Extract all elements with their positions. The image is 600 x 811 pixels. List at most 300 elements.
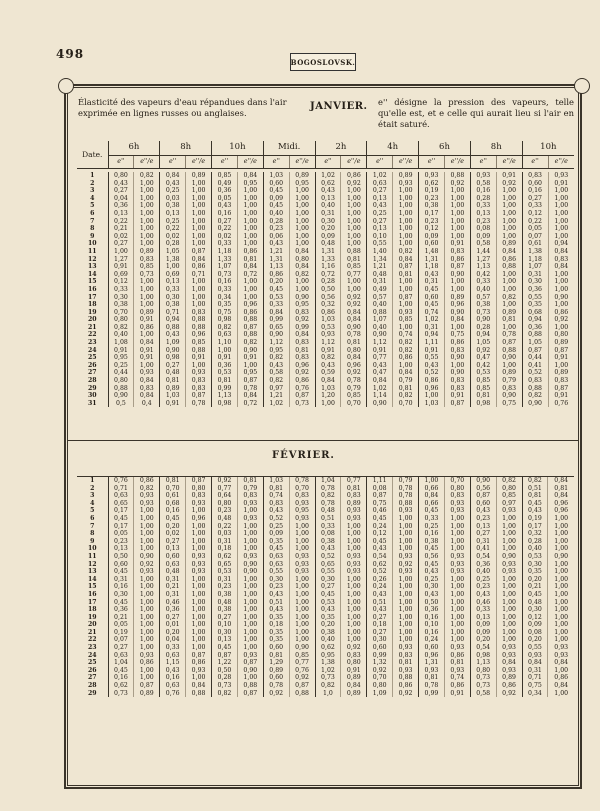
pressure-cell: 0,36 xyxy=(470,561,496,569)
ratio-cell: 1,00 xyxy=(134,286,160,294)
pressure-cell: 0,58 xyxy=(470,180,496,188)
ratio-cell: 0,83 xyxy=(444,492,470,500)
pressure-cell: 1,40 xyxy=(367,248,393,256)
pressure-cell: 0,92 xyxy=(470,347,496,355)
ratio-cell: 1,00 xyxy=(134,507,160,515)
ratio-cell: 0,84 xyxy=(237,172,263,180)
ratio-cell: 1,00 xyxy=(134,218,160,226)
pressure-cell: 0,55 xyxy=(419,354,445,362)
pressure-cell: 0,63 xyxy=(367,180,393,188)
pressure-cell: 0,48 xyxy=(212,599,238,607)
ratio-cell: 1,00 xyxy=(444,324,470,332)
hour-header: 8h xyxy=(470,141,522,156)
pressure-cell: 0,35 xyxy=(263,614,289,622)
pressure-cell: 0,45 xyxy=(419,507,445,515)
pressure-cell: 0,99 xyxy=(212,385,238,393)
pressure-cell: 0,90 xyxy=(263,331,289,339)
ratio-cell: 1,00 xyxy=(186,225,212,233)
pressure-cell: 0,55 xyxy=(263,568,289,576)
ratio-cell: 0,89 xyxy=(341,690,367,698)
pressure-cell: 0,24 xyxy=(419,636,445,644)
pressure-cell: 0,50 xyxy=(108,553,134,561)
pressure-cell: 0,81 xyxy=(263,652,289,660)
ratio-cell: 1,00 xyxy=(548,576,574,584)
ratio-cell: 0,72 xyxy=(237,271,263,279)
ratio-cell: 0,89 xyxy=(496,369,522,377)
ratio-cell: 1,00 xyxy=(237,621,263,629)
table-row xyxy=(77,553,574,561)
pressure-cell: 0,68 xyxy=(522,309,548,317)
ratio-cell: 1,00 xyxy=(289,576,315,584)
pressure-cell: 0,38 xyxy=(315,629,341,637)
ratio-cell: 0,92 xyxy=(548,316,574,324)
pressure-cell: 1,00 xyxy=(419,392,445,400)
pressure-cell: 0,38 xyxy=(212,591,238,599)
pressure-cell: 0,38 xyxy=(470,301,496,309)
pressure-cell: 1,03 xyxy=(160,392,186,400)
ratio-cell: 0,78 xyxy=(186,400,212,408)
pressure-cell: 0,31 xyxy=(419,278,445,286)
table-row xyxy=(77,530,574,538)
ratio-cell: 1,00 xyxy=(341,629,367,637)
pressure-cell: 0,32 xyxy=(315,301,341,309)
ratio-cell: 1,00 xyxy=(548,599,574,607)
pressure-cell: 0,53 xyxy=(522,553,548,561)
ratio-cell: 1,00 xyxy=(393,362,419,370)
ratio-cell: 1,00 xyxy=(496,583,522,591)
intro-left-text: Élasticité des vapeurs d'eau répandues dans l'air exprimée en lignes russes ou anglaises. xyxy=(78,97,287,118)
table-row xyxy=(77,354,574,362)
pressure-cell: 0,38 xyxy=(419,538,445,546)
ratio-cell: 0,85 xyxy=(393,316,419,324)
ratio-cell: 1,00 xyxy=(341,538,367,546)
ratio-cell: 0,88 xyxy=(237,331,263,339)
ratio-cell: 1,00 xyxy=(186,545,212,553)
pressure-cell: 0,33 xyxy=(470,202,496,210)
day-cell: 22 xyxy=(87,636,97,644)
ratio-cell: 1,00 xyxy=(341,187,367,195)
corner-ornament-icon xyxy=(58,78,74,94)
ratio-cell: 0,88 xyxy=(496,263,522,271)
pressure-cell: 1,38 xyxy=(160,256,186,264)
ratio-cell: 1,00 xyxy=(289,583,315,591)
ratio-cell: 1,00 xyxy=(186,240,212,248)
pressure-cell: 0,30 xyxy=(263,576,289,584)
pressure-cell: 0,90 xyxy=(522,400,548,408)
ratio-cell: 1,00 xyxy=(341,523,367,531)
day-cell: 18 xyxy=(87,606,97,614)
ratio-cell: 1,00 xyxy=(548,591,574,599)
ratio-cell: 0,90 xyxy=(496,553,522,561)
pressure-cell: 0,74 xyxy=(419,309,445,317)
pressure-cell: 0,66 xyxy=(419,485,445,493)
ratio-cell: 0,96 xyxy=(341,362,367,370)
pressure-cell: 0,43 xyxy=(263,362,289,370)
ratio-cell: 0,84 xyxy=(341,682,367,690)
pressure-cell: 0,19 xyxy=(108,629,134,637)
pressure-cell: 0,31 xyxy=(108,576,134,584)
pressure-cell: 0,17 xyxy=(419,210,445,218)
ratio-cell: 0,90 xyxy=(548,553,574,561)
pressure-cell: 0,35 xyxy=(263,629,289,637)
ratio-cell: 0,93 xyxy=(134,369,160,377)
pressure-cell: 0,10 xyxy=(212,621,238,629)
ratio-cell: 1,00 xyxy=(237,614,263,622)
day-cell: 27 xyxy=(87,674,97,682)
pressure-cell: 0,42 xyxy=(470,362,496,370)
ratio-cell: 0,93 xyxy=(341,515,367,523)
ratio-cell: 1,00 xyxy=(496,210,522,218)
pressure-cell: 0,54 xyxy=(470,644,496,652)
pressure-cell: 0,23 xyxy=(212,583,238,591)
ratio-cell: 0,93 xyxy=(186,667,212,675)
pressure-cell: 0,31 xyxy=(212,538,238,546)
day-cell: 19 xyxy=(87,613,97,621)
pressure-cell: 0,50 xyxy=(315,286,341,294)
ratio-cell: 0,93 xyxy=(289,500,315,508)
ratio-cell: 1,00 xyxy=(341,210,367,218)
pressure-cell: 0,16 xyxy=(160,507,186,515)
ratio-cell: 0,93 xyxy=(496,568,522,576)
ratio-cell: 0,85 xyxy=(341,263,367,271)
pressure-cell: 0,35 xyxy=(212,301,238,309)
intro-right-text: e'' désigne la pression des vapeurs, telle qu'elle est, et e celle qui aurait lieu si l'air en était saturé. xyxy=(378,97,574,129)
ratio-cell: 0,78 xyxy=(393,492,419,500)
day-cell: 10 xyxy=(87,545,97,553)
pressure-cell: 0,21 xyxy=(108,225,134,233)
pressure-cell: 0,80 xyxy=(108,377,134,385)
pressure-cell: 0,32 xyxy=(522,530,548,538)
ratio-header: e''/e xyxy=(289,156,315,169)
ratio-cell: 1,00 xyxy=(496,530,522,538)
pressure-cell: 0,21 xyxy=(160,583,186,591)
pressure-cell: 0,80 xyxy=(470,667,496,675)
ratio-cell: 1,00 xyxy=(237,362,263,370)
pressure-cell: 0,71 xyxy=(522,674,548,682)
pressure-cell: 0,70 xyxy=(160,485,186,493)
pressure-cell: 0,25 xyxy=(160,187,186,195)
ratio-cell: 1,00 xyxy=(341,583,367,591)
ratio-cell: 0,86 xyxy=(548,309,574,317)
pressure-cell: 0,84 xyxy=(315,377,341,385)
ratio-cell: 0,87 xyxy=(237,377,263,385)
pressure-cell: 1,02 xyxy=(419,316,445,324)
pressure-cell: 0,09 xyxy=(470,621,496,629)
pressure-cell: 0,09 xyxy=(315,233,341,241)
ratio-cell: 0,93 xyxy=(548,644,574,652)
ratio-cell: 0,93 xyxy=(444,553,470,561)
ratio-cell: 1,00 xyxy=(444,362,470,370)
ratio-cell: 1,00 xyxy=(548,538,574,546)
ratio-cell: 1,00 xyxy=(496,614,522,622)
pressure-cell: 0,27 xyxy=(212,218,238,226)
ratio-cell: 0,93 xyxy=(237,500,263,508)
ratio-cell: 1,00 xyxy=(237,278,263,286)
ratio-cell: 1,00 xyxy=(496,286,522,294)
ratio-cell: 0,93 xyxy=(444,561,470,569)
ratio-cell: 0,70 xyxy=(444,477,470,485)
ratio-cell: 0,91 xyxy=(134,316,160,324)
pressure-cell: 0,5 xyxy=(108,400,134,408)
pressure-cell: 0,43 xyxy=(315,545,341,553)
ratio-cell: 0,91 xyxy=(134,354,160,362)
pressure-cell: 0,61 xyxy=(522,240,548,248)
ratio-cell: 1,00 xyxy=(134,629,160,637)
ratio-cell: 1,00 xyxy=(393,606,419,614)
ratio-cell: 0,92 xyxy=(444,180,470,188)
ratio-cell: 1,00 xyxy=(237,629,263,637)
pressure-cell: 0,33 xyxy=(522,202,548,210)
ratio-cell: 0,89 xyxy=(548,369,574,377)
pressure-cell: 0,64 xyxy=(212,492,238,500)
ratio-cell: 1,00 xyxy=(496,636,522,644)
pressure-cell: 0,28 xyxy=(212,674,238,682)
ratio-cell: 0,86 xyxy=(237,309,263,317)
ratio-cell: 1,00 xyxy=(393,523,419,531)
day-cell: 20 xyxy=(87,621,97,629)
ratio-cell: 0,70 xyxy=(289,485,315,493)
ratio-cell: 1,00 xyxy=(186,576,212,584)
pressure-cell: 0,38 xyxy=(108,301,134,309)
ratio-cell: 0,81 xyxy=(496,316,522,324)
ratio-cell: 1,00 xyxy=(289,225,315,233)
ratio-cell: 0,90 xyxy=(134,553,160,561)
pressure-cell: 1,13 xyxy=(470,659,496,667)
ratio-cell: 1,00 xyxy=(134,362,160,370)
ratio-cell: 1,00 xyxy=(393,195,419,203)
table-row xyxy=(77,225,574,233)
pressure-cell: 0,27 xyxy=(108,187,134,195)
pressure-cell: 0,58 xyxy=(470,240,496,248)
pressure-cell: 0,75 xyxy=(367,500,393,508)
ratio-cell: 1,00 xyxy=(186,614,212,622)
ratio-cell: 0,87 xyxy=(237,690,263,698)
hour-header: 6h xyxy=(108,141,160,156)
pressure-cell: 1,38 xyxy=(315,659,341,667)
pressure-cell: 0,13 xyxy=(470,523,496,531)
pressure-cell: 0,45 xyxy=(263,286,289,294)
ratio-cell: 0,90 xyxy=(289,294,315,302)
day-cell: 20 xyxy=(87,316,97,324)
pressure-cell: 1,34 xyxy=(367,256,393,264)
pressure-cell: 0,78 xyxy=(315,500,341,508)
pressure-cell: 0,48 xyxy=(315,240,341,248)
ratio-cell: 0,93 xyxy=(289,553,315,561)
pressure-cell: 0,55 xyxy=(367,240,393,248)
table-row xyxy=(77,606,574,614)
pressure-cell: 0,53 xyxy=(212,369,238,377)
pressure-cell: 1,20 xyxy=(315,392,341,400)
table-row xyxy=(77,614,574,622)
ratio-cell: 0,84 xyxy=(341,354,367,362)
pressure-cell: 0,52 xyxy=(315,553,341,561)
ratio-cell: 1,00 xyxy=(444,614,470,622)
pressure-cell: 0,43 xyxy=(419,568,445,576)
ratio-cell: 0,84 xyxy=(237,263,263,271)
pressure-cell: 0,62 xyxy=(367,561,393,569)
ratio-cell: 1,00 xyxy=(444,636,470,644)
pressure-cell: 0,43 xyxy=(419,271,445,279)
pressure-cell: 0,71 xyxy=(160,309,186,317)
pressure-cell: 0,65 xyxy=(315,561,341,569)
day-cell: 21 xyxy=(87,323,97,331)
pressure-cell: 0,02 xyxy=(160,530,186,538)
day-cell: 26 xyxy=(87,361,97,369)
ratio-cell: 1,00 xyxy=(393,218,419,226)
pressure-cell: 0,36 xyxy=(108,606,134,614)
pressure-cell: 0,62 xyxy=(315,180,341,188)
pressure-cell: 0,03 xyxy=(212,530,238,538)
pressure-cell: 1,02 xyxy=(367,385,393,393)
day-cell: 11 xyxy=(87,247,97,255)
pressure-cell: 0,27 xyxy=(160,614,186,622)
ratio-cell: 0,88 xyxy=(341,248,367,256)
ratio-cell: 1,00 xyxy=(134,233,160,241)
pressure-cell: 0,30 xyxy=(160,294,186,302)
pressure-cell: 0,56 xyxy=(419,553,445,561)
pressure-cell: 0,02 xyxy=(212,233,238,241)
month-title-february: FÉVRIER. xyxy=(272,450,335,461)
pressure-cell: 0,95 xyxy=(315,652,341,660)
ratio-cell: 1,00 xyxy=(393,225,419,233)
ratio-cell: 0,87 xyxy=(444,400,470,408)
pressure-cell: 1,32 xyxy=(367,659,393,667)
ratio-cell: 0,92 xyxy=(341,294,367,302)
ratio-cell: 0,82 xyxy=(237,339,263,347)
pressure-cell: 1,21 xyxy=(263,392,289,400)
pressure-cell: 0,45 xyxy=(108,599,134,607)
pressure-cell: 0,81 xyxy=(212,377,238,385)
pressure-cell: 0,88 xyxy=(522,331,548,339)
ratio-cell: 1,00 xyxy=(237,187,263,195)
pressure-cell: 0,31 xyxy=(470,538,496,546)
pressure-cell: 0,20 xyxy=(522,636,548,644)
pressure-cell: 0,13 xyxy=(160,545,186,553)
ratio-cell: 1,00 xyxy=(289,636,315,644)
ratio-cell: 1,00 xyxy=(289,218,315,226)
pressure-cell: 0,36 xyxy=(419,606,445,614)
pressure-cell: 0,43 xyxy=(263,240,289,248)
ratio-cell: 0,87 xyxy=(289,392,315,400)
pressure-cell: 0,28 xyxy=(470,324,496,332)
pressure-cell: 0,34 xyxy=(522,690,548,698)
pressure-cell: 0,84 xyxy=(367,377,393,385)
ratio-cell: 0,93 xyxy=(393,644,419,652)
pressure-cell: 0,48 xyxy=(212,515,238,523)
pressure-cell: 0,45 xyxy=(108,568,134,576)
ratio-cell: 0,93 xyxy=(341,561,367,569)
ratio-cell: 1,00 xyxy=(548,225,574,233)
ratio-cell: 1,00 xyxy=(548,545,574,553)
pressure-cell: 0,27 xyxy=(160,538,186,546)
pressure-cell: 1,11 xyxy=(367,477,393,485)
table-row xyxy=(77,667,574,675)
pressure-cell: 0,91 xyxy=(419,347,445,355)
ratio-cell: 0,86 xyxy=(186,263,212,271)
pressure-cell: 0,87 xyxy=(522,347,548,355)
ratio-cell: 0,92 xyxy=(341,369,367,377)
pressure-cell: 0,81 xyxy=(160,477,186,485)
pressure-cell: 0,87 xyxy=(212,652,238,660)
pressure-cell: 0,30 xyxy=(315,218,341,226)
ratio-cell: 0,86 xyxy=(496,256,522,264)
ratio-cell: 1,00 xyxy=(289,240,315,248)
ratio-cell: 0,96 xyxy=(237,301,263,309)
ratio-cell: 1,00 xyxy=(186,210,212,218)
day-cell: 29 xyxy=(87,689,97,697)
table-row xyxy=(77,515,574,523)
ratio-cell: 0,88 xyxy=(186,690,212,698)
ratio-cell: 1,00 xyxy=(289,545,315,553)
ratio-cell: 0,86 xyxy=(444,339,470,347)
pressure-cell: 0,60 xyxy=(470,500,496,508)
day-cell: 8 xyxy=(90,530,95,538)
pressure-cell: 0,93 xyxy=(470,172,496,180)
pressure-cell: 1,22 xyxy=(212,659,238,667)
ratio-cell: 0,83 xyxy=(496,385,522,393)
ratio-header: e''/e xyxy=(237,156,263,169)
ratio-cell: 0,91 xyxy=(444,240,470,248)
pressure-cell: 1,04 xyxy=(315,477,341,485)
pressure-cell: 1,00 xyxy=(315,400,341,408)
ratio-cell: 1,00 xyxy=(237,636,263,644)
ratio-cell: 1,00 xyxy=(289,538,315,546)
pressure-cell: 0,84 xyxy=(419,492,445,500)
pressure-cell: 1,03 xyxy=(263,172,289,180)
pressure-cell: 0,25 xyxy=(470,576,496,584)
pressure-cell: 0,27 xyxy=(367,614,393,622)
pressure-cell: 0,31 xyxy=(522,667,548,675)
ratio-cell: 1,00 xyxy=(186,591,212,599)
pressure-cell: 0,86 xyxy=(315,309,341,317)
ratio-cell: 1,00 xyxy=(548,523,574,531)
day-cell: 3 xyxy=(90,187,95,195)
ratio-cell: 0,83 xyxy=(444,377,470,385)
hour-header: 10h xyxy=(522,141,574,156)
ratio-cell: 1,00 xyxy=(548,195,574,203)
pressure-cell: 0,48 xyxy=(160,568,186,576)
pressure-cell: 0,16 xyxy=(160,674,186,682)
pressure-cell: 1,03 xyxy=(315,316,341,324)
pressure-cell: 0,45 xyxy=(367,515,393,523)
pressure-cell: 1,12 xyxy=(315,339,341,347)
ratio-cell: 1,00 xyxy=(341,195,367,203)
day-cell: 25 xyxy=(87,354,97,362)
pressure-cell: 0,42 xyxy=(470,271,496,279)
ratio-cell: 1,00 xyxy=(186,674,212,682)
ratio-cell: 1,00 xyxy=(444,530,470,538)
pressure-cell: 0,22 xyxy=(160,225,186,233)
table-row xyxy=(77,674,574,682)
ratio-cell: 1,00 xyxy=(548,362,574,370)
pressure-cell: 0,44 xyxy=(108,369,134,377)
ratio-cell: 1,00 xyxy=(393,545,419,553)
table-row xyxy=(77,256,574,264)
ratio-cell: 0,78 xyxy=(393,485,419,493)
pressure-cell: 0,33 xyxy=(212,240,238,248)
pressure-header: e'' xyxy=(367,156,393,169)
ratio-cell: 1,00 xyxy=(444,515,470,523)
ratio-cell: 0,84 xyxy=(548,263,574,271)
ratio-cell: 0,82 xyxy=(496,477,522,485)
pressure-cell: 0,09 xyxy=(470,629,496,637)
ratio-cell: 1,00 xyxy=(134,545,160,553)
ratio-cell: 1,00 xyxy=(548,301,574,309)
pressure-cell: 1,21 xyxy=(367,263,393,271)
pressure-cell: 0,81 xyxy=(470,392,496,400)
ratio-cell: 0,77 xyxy=(289,659,315,667)
pressure-cell: 0,71 xyxy=(108,485,134,493)
